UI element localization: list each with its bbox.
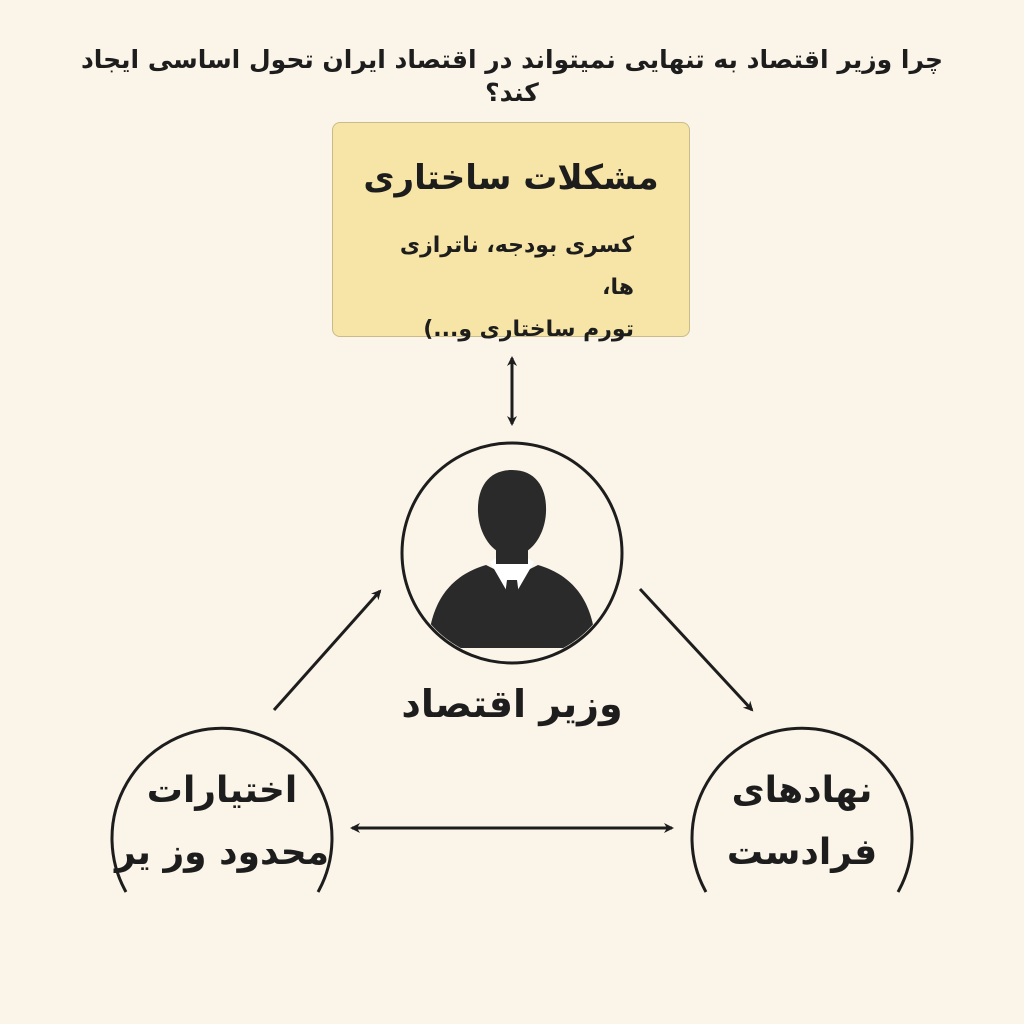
structural-problems-line-2: تورم ساختاری و...) bbox=[423, 317, 634, 342]
minister-label: وزیر اقتصاد bbox=[401, 682, 623, 726]
higher-institutions-line-2: فرادست bbox=[726, 832, 878, 873]
higher-institutions-line-1: نهادهای bbox=[731, 770, 873, 811]
higher-institutions-label bbox=[692, 760, 912, 884]
limited-authority-line-2: محدود وز یر bbox=[115, 832, 329, 873]
structural-problems-line-1: کسری بودجه، ناترازی ها، bbox=[399, 233, 634, 300]
structural-problems-heading: مشکلات ساختاری bbox=[363, 158, 659, 198]
limited-authority-label bbox=[112, 760, 332, 884]
diagram-title: چرا وزیر اقتصاد به تنهایی نمیتواند در اقتصاد ایران تحول اساسی ایجاد کند؟ bbox=[80, 45, 944, 107]
limited-authority-line-1: اختیارات bbox=[146, 770, 298, 811]
